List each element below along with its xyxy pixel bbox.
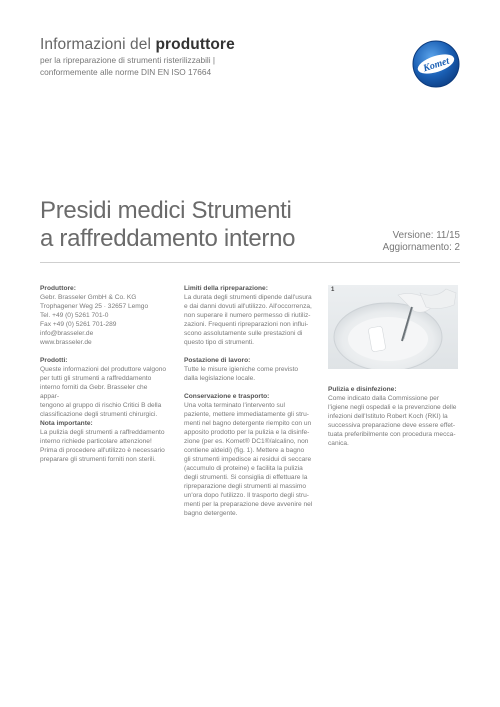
workplace-heading: Postazione di lavoro: bbox=[184, 357, 251, 364]
note-line: Prima di procedere all'utilizzo è necessario bbox=[40, 447, 165, 454]
header-title bbox=[40, 36, 235, 54]
limits-line: scono assolutamente sulle prestazioni di bbox=[184, 330, 303, 337]
header-subtitle-line: conformemente alle norme DIN EN ISO 17664 bbox=[40, 67, 212, 77]
header-title-bold: produttore bbox=[155, 36, 235, 53]
cleaning-line: successiva preparazione deve essere effet- bbox=[328, 422, 456, 429]
note-line: La pulizia degli strumenti a raffreddamento bbox=[40, 429, 165, 436]
header-subtitle bbox=[40, 54, 215, 78]
storage-line: zione (per es. Komet® DC1®/alcalino, non bbox=[184, 438, 309, 445]
storage-line: menti nel bagno detergente riempito con un bbox=[184, 420, 312, 427]
workplace-line: Tutte le misure igieniche come previsto bbox=[184, 366, 299, 373]
storage-line: contiene aldeidi) (fig. 1). Mettere a bagno bbox=[184, 447, 305, 454]
producer-line: Trophagener Weg 25 · 32657 Lemgo bbox=[40, 303, 149, 310]
update-label: Aggiornamento: 2 bbox=[382, 242, 460, 253]
storage-line: ripreparazione degli strumenti al massimo bbox=[184, 483, 307, 490]
header-subtitle-line: per la ripreparazione di strumenti risterilizzabili | bbox=[40, 55, 216, 65]
logo-text: Komet bbox=[421, 55, 451, 75]
column-limits bbox=[184, 284, 316, 518]
storage-line: un'ora dopo l'utilizzo. Il trasporto degli stru- bbox=[184, 492, 309, 499]
storage-line: menti per la preparazione deve avvenire nel bbox=[184, 501, 313, 508]
storage-line: gli strumenti impedisce ai residui di seccare bbox=[184, 456, 312, 463]
limits-line: La durata degli strumenti dipende dall'usura bbox=[184, 294, 312, 301]
cleaning-line: l'igiene negli ospedali e la prevenzione delle bbox=[328, 404, 457, 411]
limits-line: e dai danni dovuti all'utilizzo. All'occorrenza, bbox=[184, 303, 312, 310]
column-producer bbox=[40, 284, 168, 464]
producer-line: Fax +49 (0) 5261 701-289 bbox=[40, 321, 117, 328]
producer-line: Gebr. Brasseler GmbH & Co. KG bbox=[40, 294, 137, 301]
products-line: tengono al gruppo di rischio Critici B della bbox=[40, 402, 162, 409]
cleaning-line: Come indicato dalla Commissione per bbox=[328, 395, 440, 402]
limits-line: non superare il numero permesso di riutiliz- bbox=[184, 312, 311, 319]
version-label: Versione: 11/15 bbox=[392, 230, 460, 241]
storage-line: bagno detergente. bbox=[184, 510, 238, 517]
products-line: interno forniti da Gebr. Brasseler che appar- bbox=[40, 384, 148, 400]
storage-line: paziente, mettere immediatamente gli stru- bbox=[184, 411, 309, 418]
komet-logo bbox=[412, 40, 460, 88]
products-line: Queste informazioni del produttore valgono bbox=[40, 366, 167, 373]
cleaning-line: infezioni dell'Istituto Robert Koch (RKI) la bbox=[328, 413, 448, 420]
divider bbox=[40, 262, 460, 263]
title-line: Presidi medici Strumenti bbox=[40, 197, 292, 224]
title-line: a raffreddamento interno bbox=[40, 225, 296, 252]
producer-line: Tel. +49 (0) 5261 701-0 bbox=[40, 312, 109, 319]
storage-line: apposito prodotto per la pulizia e la disinfe- bbox=[184, 429, 310, 436]
figure-cleaning-bath bbox=[328, 285, 458, 369]
cleaning-bath-photo bbox=[328, 285, 458, 369]
products-heading: Prodotti: bbox=[40, 357, 68, 364]
note-line: preparare gli strumenti forniti non sterili. bbox=[40, 456, 156, 463]
storage-heading: Conservazione e trasporto: bbox=[184, 393, 270, 400]
products-line: per tutti gli strumenti a raffreddamento bbox=[40, 375, 152, 382]
products-line: classificazione degli strumenti chirurgici. bbox=[40, 411, 158, 418]
storage-line: Una volta terminato l'intervento sul bbox=[184, 402, 285, 409]
note-line: interno richiede particolare attenzione! bbox=[40, 438, 152, 445]
document-title bbox=[40, 197, 295, 253]
storage-line: degli strumenti. Si consiglia di effettuare la bbox=[184, 474, 308, 481]
column-cleaning bbox=[328, 385, 460, 448]
version-block bbox=[383, 230, 460, 254]
producer-website[interactable]: www.brasseler.de bbox=[40, 339, 92, 346]
producer-heading: Produttore: bbox=[40, 285, 76, 292]
limits-heading: Limiti della ripreparazione: bbox=[184, 285, 268, 292]
storage-line: (accumulo di proteine) e facilita la pulizia bbox=[184, 465, 303, 472]
producer-email[interactable]: info@brasseler.de bbox=[40, 330, 94, 337]
cleaning-line: tuata preferibilmente con procedura mecca- bbox=[328, 431, 456, 438]
cleaning-line: canica. bbox=[328, 440, 349, 447]
note-heading: Nota importante: bbox=[40, 420, 93, 427]
workplace-line: dalla legislazione locale. bbox=[184, 375, 256, 382]
figure-number: 1 bbox=[331, 287, 335, 293]
cleaning-heading: Pulizia e disinfezione: bbox=[328, 386, 397, 393]
limits-line: questo tipo di strumenti. bbox=[184, 339, 255, 346]
header-title-light: Informazioni del bbox=[40, 36, 152, 53]
limits-line: zazioni. Frequenti ripreparazioni non influi- bbox=[184, 321, 309, 328]
